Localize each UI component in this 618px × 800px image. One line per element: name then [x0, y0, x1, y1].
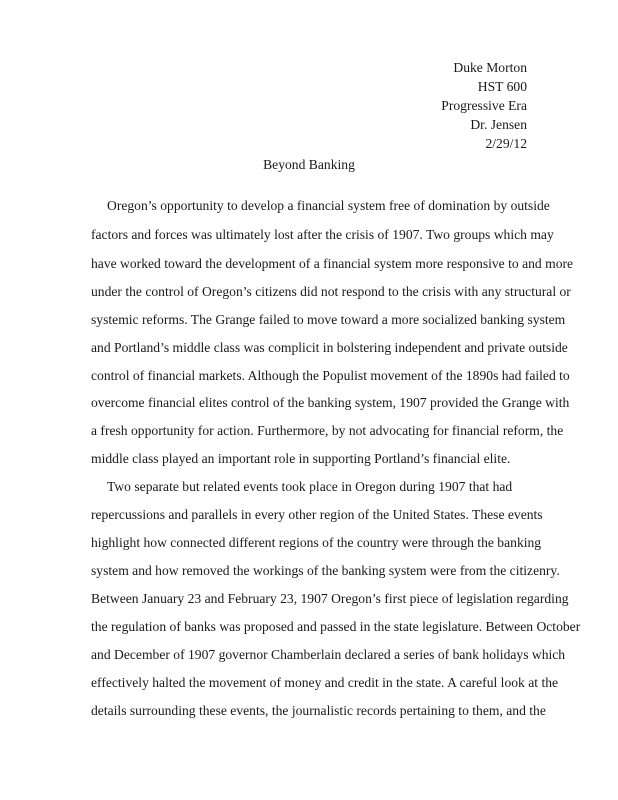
paragraph-line: under the control of Oregon’s citizens did not respond to the crisis with any structural or: [91, 284, 571, 299]
document-date: 2/29/12: [485, 136, 527, 151]
author-name: Duke Morton: [453, 60, 527, 75]
paragraph-line: details surrounding these events, the journalistic records pertaining to them, and the: [91, 703, 546, 718]
instructor-name: Dr. Jensen: [470, 117, 527, 132]
paragraph-line: and December of 1907 governor Chamberlain declared a series of bank holidays which: [91, 647, 566, 662]
paragraph-line: repercussions and parallels in every other region of the United States. These events: [91, 507, 543, 522]
paragraph-line: a fresh opportunity for action. Furthermore, by not advocating for financial reform, the: [91, 423, 564, 438]
paragraph-line: highlight how connected different regions of the country were through the banking: [91, 535, 542, 550]
paragraph-line: factors and forces was ultimately lost after the crisis of 1907. Two groups which may: [91, 227, 554, 242]
paragraph-line: Oregon’s opportunity to develop a financial system free of domination by outside: [107, 198, 550, 213]
paragraph-line: effectively halted the movement of money and credit in the state. A careful look at the: [91, 675, 559, 690]
paragraph-line: the regulation of banks was proposed and passed in the state legislature. Between October: [91, 619, 581, 634]
paragraph-line: control of financial markets. Although the Populist movement of the 1890s had failed to: [91, 368, 570, 383]
paragraph-line: system and how removed the workings of the banking system were from the citizenry.: [91, 563, 560, 578]
paragraph-line: Between January 23 and February 23, 1907 Oregon’s first piece of legislation regarding: [91, 591, 569, 606]
document-header: [441, 58, 527, 153]
paragraph-line: systemic reforms. The Grange failed to move toward a more socialized banking system: [91, 312, 566, 327]
course-code: HST 600: [477, 79, 527, 94]
paragraph-line: and Portland’s middle class was complicit in bolstering independent and private outside: [91, 340, 568, 355]
paragraph-line: have worked toward the development of a financial system more responsive to and more: [91, 256, 574, 271]
paragraph-line: middle class played an important role in supporting Portland’s financial elite.: [91, 451, 511, 466]
document-title: Beyond Banking: [263, 157, 355, 172]
paragraph-line: overcome financial elites control of the banking system, 1907 provided the Grange with: [91, 395, 570, 410]
paragraph-line: Two separate but related events took place in Oregon during 1907 that had: [107, 479, 513, 494]
course-topic: Progressive Era: [441, 98, 527, 113]
